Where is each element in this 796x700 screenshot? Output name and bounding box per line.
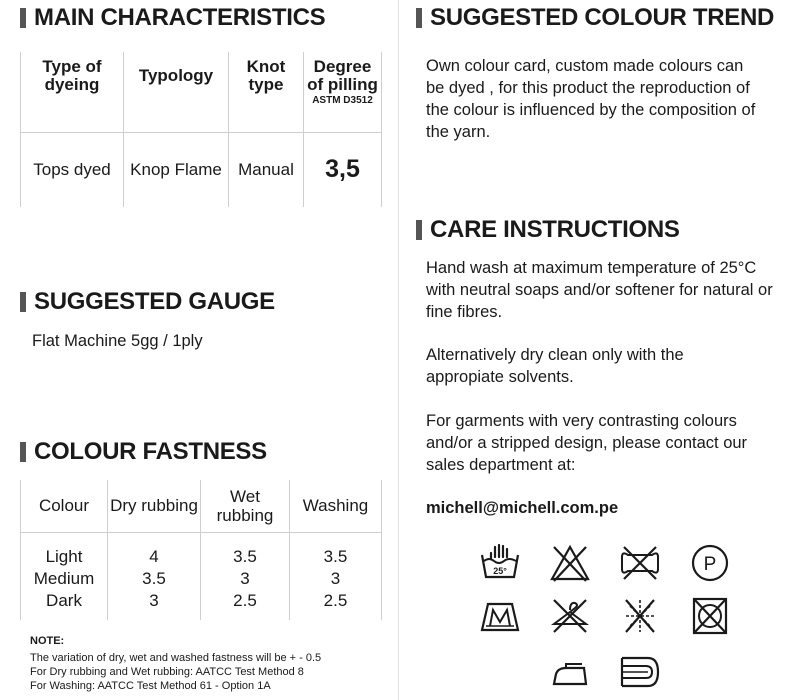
value-pilling: 3,5 (304, 132, 382, 207)
do-not-wring-icon (618, 543, 662, 583)
heading-marker (416, 220, 422, 240)
value-knot-type: Manual (229, 132, 304, 207)
note-line-2: For Dry rubbing and Wet rubbing: AATCC Test Method 8 (30, 666, 304, 678)
fastness-row-light (21, 546, 382, 568)
pilling-standard: ASTM D3512 (312, 95, 373, 106)
fastness-colour: Medium (21, 568, 108, 590)
fastness-header-wet-rubbing: Wet rubbing (201, 480, 290, 532)
fastness-colour: Light (21, 546, 108, 568)
value-type-of-dyeing: Tops dyed (21, 132, 124, 207)
main-characteristics-table (20, 52, 382, 207)
header-type-of-dyeing: Type of dyeing (21, 52, 124, 132)
fastness-bottom-row (21, 612, 382, 620)
fastness-row-medium (21, 568, 382, 590)
wash-temperature-label: 25° (493, 566, 507, 576)
header-typology: Typology (124, 52, 229, 132)
no-tumble-dry-icon (688, 596, 732, 636)
table-value-row (21, 132, 382, 207)
suggested-gauge-title: SUGGESTED GAUGE (34, 288, 275, 315)
care-paragraph-2: Alternatively dry clean only with the appropiate solvents. (426, 346, 684, 386)
fastness-washing: 3 (290, 568, 382, 590)
care-paragraph-1: Hand wash at maximum temperature of 25°C with neutral soaps and/or softener for natural or fine fibres. (426, 259, 773, 321)
colour-trend-text: Own colour card, custom made colours can be dyed , for this product the reproduction of the colour is influenced by the composition of the yarn. (426, 57, 756, 141)
dry-clean-icon (688, 543, 732, 583)
fastness-wet: 2.5 (201, 590, 290, 612)
no-steam-icon (618, 596, 662, 636)
fastness-dry: 4 (108, 546, 201, 568)
suggested-gauge-heading (20, 288, 275, 316)
header-degree-of-pilling (304, 52, 382, 132)
fastness-wet: 3.5 (201, 546, 290, 568)
fastness-dry: 3.5 (108, 568, 201, 590)
fastness-dry: 3 (108, 590, 201, 612)
hand-wash-icon (478, 543, 522, 583)
fastness-washing: 3.5 (290, 546, 382, 568)
value-typology: Knop Flame (124, 132, 229, 207)
colour-trend-title: SUGGESTED COLOUR TREND (430, 4, 775, 31)
fastness-washing: 2.5 (290, 590, 382, 612)
header-knot-type: Knot type (229, 52, 304, 132)
note-line-1: The variation of dry, wet and washed fastness will be + - 0.5 (30, 652, 322, 664)
care-instructions-title: CARE INSTRUCTIONS (430, 216, 680, 243)
colour-fastness-table (20, 480, 382, 620)
colour-fastness-title: COLOUR FASTNESS (34, 438, 267, 465)
fastness-spacer-row (21, 532, 382, 546)
colour-fastness-heading (20, 438, 267, 466)
fastness-header-washing: Washing (290, 480, 382, 532)
colour-trend-heading (416, 4, 774, 32)
no-bleach-icon (548, 543, 592, 583)
fastness-header-row (21, 480, 382, 532)
main-characteristics-title: MAIN CHARACTERISTICS (34, 4, 326, 31)
iron-low-icon (548, 652, 592, 692)
main-characteristics-heading (20, 4, 325, 32)
care-instructions-heading (416, 216, 680, 244)
heading-marker (20, 8, 26, 28)
fastness-wet: 3 (201, 568, 290, 590)
care-paragraph-3: For garments with very contrasting colours and/or a stripped design, please contact our sales department at: (426, 412, 748, 474)
fastness-row-dark (21, 590, 382, 612)
column-divider (398, 0, 399, 700)
heading-marker (20, 292, 26, 312)
dry-clean-letter: P (703, 554, 717, 575)
no-hanging-icon (548, 596, 592, 636)
contact-email[interactable]: michell@michell.com.pe (426, 499, 619, 517)
note-line-3: For Washing: AATCC Test Method 61 - Option 1A (30, 680, 271, 692)
table-header-row (21, 52, 382, 132)
tumble-dry-low-icon (618, 652, 662, 692)
heading-marker (20, 442, 26, 462)
fastness-header-dry-rubbing: Dry rubbing (108, 480, 201, 532)
pilling-label: Degree of pilling (307, 57, 378, 94)
note-label: NOTE: (30, 635, 65, 647)
gauge-text: Flat Machine 5gg / 1ply (32, 332, 203, 350)
heading-marker (416, 8, 422, 28)
fastness-colour: Dark (21, 590, 108, 612)
fastness-header-colour: Colour (21, 480, 108, 532)
dry-flat-icon (478, 596, 522, 636)
